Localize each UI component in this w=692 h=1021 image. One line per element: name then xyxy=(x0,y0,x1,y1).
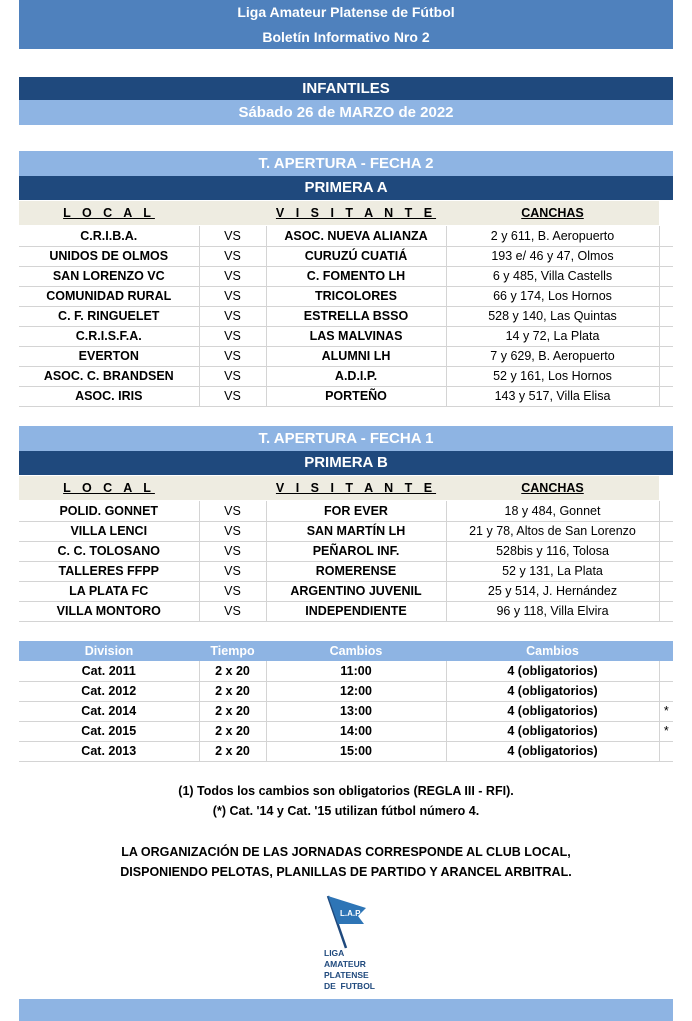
table-row xyxy=(19,721,673,741)
logo-caption xyxy=(324,948,375,992)
logo-line-1: LIGA xyxy=(324,948,345,958)
col-visitante-a: V I S I T A N T E xyxy=(275,206,437,220)
venue: 2 y 611, B. Aeropuerto xyxy=(446,226,659,246)
matches-table-a xyxy=(19,226,673,407)
visiting-team: LAS MALVINAS xyxy=(266,326,446,346)
row-spacer xyxy=(659,561,673,581)
venue: 96 y 118, Villa Elvira xyxy=(446,601,659,621)
note-cambios: (1) Todos los cambios son obligatorios (REGLA III - RFI). xyxy=(178,784,514,798)
table-row xyxy=(19,366,673,386)
category-hour: 12:00 xyxy=(266,681,446,701)
category-time: 2 x 20 xyxy=(199,681,266,701)
vs-label: VS xyxy=(199,541,266,561)
row-spacer xyxy=(659,326,673,346)
division-title-a: PRIMERA A xyxy=(304,179,388,196)
vs-label: VS xyxy=(199,346,266,366)
column-header-b xyxy=(19,476,659,500)
vs-label: VS xyxy=(199,601,266,621)
cat-col-cambios: Cambios xyxy=(526,644,579,658)
venue: 66 y 174, Los Hornos xyxy=(446,286,659,306)
category-substitutions: 4 (obligatorios) xyxy=(446,661,659,681)
venue: 21 y 78, Altos de San Lorenzo xyxy=(446,521,659,541)
local-team: UNIDOS DE OLMOS xyxy=(19,246,199,266)
col-visitante-b: V I S I T A N T E xyxy=(275,481,437,495)
category-name: INFANTILES xyxy=(302,80,390,97)
league-title: Liga Amateur Platense de Fútbol xyxy=(237,4,455,20)
table-row xyxy=(19,266,673,286)
table-row xyxy=(19,286,673,306)
venue: 14 y 72, La Plata xyxy=(446,326,659,346)
match-date: Sábado 26 de MARZO de 2022 xyxy=(238,104,454,121)
row-spacer xyxy=(659,601,673,621)
venue: 25 y 514, J. Hernández xyxy=(446,581,659,601)
note-pelota: (*) Cat. '14 y Cat. '15 utilizan fútbol número 4. xyxy=(212,804,480,818)
venue: 6 y 485, Villa Castells xyxy=(446,266,659,286)
categories-header xyxy=(19,641,673,661)
venue: 18 y 484, Gonnet xyxy=(446,501,659,521)
logo-line-4: DE FUTBOL xyxy=(324,981,375,991)
table-row xyxy=(19,501,673,521)
venue: 528 y 140, Las Quintas xyxy=(446,306,659,326)
vs-label: VS xyxy=(199,226,266,246)
bulletin-subtitle: Boletín Informativo Nro 2 xyxy=(262,29,430,45)
vs-label: VS xyxy=(199,326,266,346)
category-division: Cat. 2011 xyxy=(19,661,199,681)
category-mark: * xyxy=(659,721,673,741)
visiting-team: ASOC. NUEVA ALIANZA xyxy=(266,226,446,246)
table-row xyxy=(19,601,673,621)
category-substitutions: 4 (obligatorios) xyxy=(446,721,659,741)
category-hour: 11:00 xyxy=(266,661,446,681)
visiting-team: TRICOLORES xyxy=(266,286,446,306)
title-band xyxy=(19,0,673,25)
table-row xyxy=(19,521,673,541)
table-row xyxy=(19,306,673,326)
row-spacer xyxy=(659,521,673,541)
local-team: ASOC. C. BRANDSEN xyxy=(19,366,199,386)
table-row xyxy=(19,701,673,721)
row-spacer xyxy=(659,386,673,406)
visiting-team: CURUZÚ CUATIÁ xyxy=(266,246,446,266)
category-substitutions: 4 (obligatorios) xyxy=(446,701,659,721)
tournament-title-b: T. APERTURA - FECHA 1 xyxy=(258,430,434,447)
category-division: Cat. 2013 xyxy=(19,741,199,761)
table-row xyxy=(19,386,673,406)
col-local-b: L O C A L xyxy=(63,481,155,495)
category-substitutions: 4 (obligatorios) xyxy=(446,741,659,761)
tournament-band-a xyxy=(19,151,673,176)
local-team: VILLA MONTORO xyxy=(19,601,199,621)
cat-col-division: Division xyxy=(84,644,134,658)
visiting-team: ALUMNI LH xyxy=(266,346,446,366)
visiting-team: ROMERENSE xyxy=(266,561,446,581)
visiting-team: PORTEÑO xyxy=(266,386,446,406)
table-row xyxy=(19,561,673,581)
vs-label: VS xyxy=(199,266,266,286)
visiting-team: INDEPENDIENTE xyxy=(266,601,446,621)
local-team: C. C. TOLOSANO xyxy=(19,541,199,561)
row-spacer xyxy=(659,366,673,386)
cat-col-hora: Cambios xyxy=(329,644,383,658)
venue: 143 y 517, Villa Elisa xyxy=(446,386,659,406)
division-band-a xyxy=(19,176,673,200)
vs-label: VS xyxy=(199,521,266,541)
row-spacer xyxy=(659,501,673,521)
table-row xyxy=(19,681,673,701)
table-row xyxy=(19,246,673,266)
category-mark: * xyxy=(659,701,673,721)
local-team: POLID. GONNET xyxy=(19,501,199,521)
category-hour: 14:00 xyxy=(266,721,446,741)
vs-label: VS xyxy=(199,306,266,326)
row-spacer xyxy=(659,266,673,286)
row-spacer xyxy=(659,306,673,326)
table-row xyxy=(19,541,673,561)
vs-label: VS xyxy=(199,386,266,406)
categories-body xyxy=(19,661,673,761)
category-time: 2 x 20 xyxy=(199,701,266,721)
col-canchas-a: CANCHAS xyxy=(521,206,584,220)
venue: 52 y 131, La Plata xyxy=(446,561,659,581)
visiting-team: FOR EVER xyxy=(266,501,446,521)
tournament-title-a: T. APERTURA - FECHA 2 xyxy=(258,155,434,172)
category-mark xyxy=(659,681,673,701)
local-team: COMUNIDAD RURAL xyxy=(19,286,199,306)
table-row xyxy=(19,346,673,366)
venue: 52 y 161, Los Hornos xyxy=(446,366,659,386)
visiting-team: ESTRELLA BSSO xyxy=(266,306,446,326)
col-canchas-b: CANCHAS xyxy=(521,481,584,495)
col-local-a: L O C A L xyxy=(63,206,155,220)
visiting-team: PEÑAROL INF. xyxy=(266,541,446,561)
cat-col-tiempo: Tiempo xyxy=(210,644,255,658)
local-team: LA PLATA FC xyxy=(19,581,199,601)
vs-label: VS xyxy=(199,581,266,601)
category-band xyxy=(19,77,673,100)
visiting-team: ARGENTINO JUVENIL xyxy=(266,581,446,601)
table-row xyxy=(19,581,673,601)
category-mark xyxy=(659,661,673,681)
table-row xyxy=(19,226,673,246)
category-division: Cat. 2012 xyxy=(19,681,199,701)
vs-label: VS xyxy=(199,246,266,266)
category-mark xyxy=(659,741,673,761)
venue: 7 y 629, B. Aeropuerto xyxy=(446,346,659,366)
local-team: SAN LORENZO VC xyxy=(19,266,199,286)
tournament-band-b xyxy=(19,426,673,451)
table-row xyxy=(19,326,673,346)
division-title-b: PRIMERA B xyxy=(304,454,388,471)
local-team: ASOC. IRIS xyxy=(19,386,199,406)
column-header-a xyxy=(19,201,659,225)
division-band-b xyxy=(19,451,673,475)
logo-line-3: PLATENSE xyxy=(324,970,369,980)
row-spacer xyxy=(659,226,673,246)
row-spacer xyxy=(659,286,673,306)
subtitle-band xyxy=(19,25,673,49)
visiting-team: C. FOMENTO LH xyxy=(266,266,446,286)
date-band xyxy=(19,100,673,125)
category-hour: 13:00 xyxy=(266,701,446,721)
organization-line-2: DISPONIENDO PELOTAS, PLANILLAS DE PARTIDO Y ARANCEL ARBITRAL. xyxy=(120,865,572,879)
organization-line-1: LA ORGANIZACIÓN DE LAS JORNADAS CORRESPONDE AL CLUB LOCAL, xyxy=(121,845,571,859)
matches-body-a xyxy=(19,226,673,406)
category-hour: 15:00 xyxy=(266,741,446,761)
local-team: TALLERES FFPP xyxy=(19,561,199,581)
vs-label: VS xyxy=(199,286,266,306)
vs-label: VS xyxy=(199,501,266,521)
matches-table-b xyxy=(19,501,673,622)
matches-body-b xyxy=(19,501,673,621)
logo-line-2: AMATEUR xyxy=(324,959,366,969)
visiting-team: SAN MARTÍN LH xyxy=(266,521,446,541)
category-time: 2 x 20 xyxy=(199,661,266,681)
row-spacer xyxy=(659,581,673,601)
vs-label: VS xyxy=(199,366,266,386)
local-team: C.R.I.B.A. xyxy=(19,226,199,246)
table-row xyxy=(19,661,673,681)
category-division: Cat. 2015 xyxy=(19,721,199,741)
visiting-team: A.D.I.P. xyxy=(266,366,446,386)
row-spacer xyxy=(659,246,673,266)
local-team: EVERTON xyxy=(19,346,199,366)
footer-band xyxy=(19,999,673,1021)
local-team: C.R.I.S.F.A. xyxy=(19,326,199,346)
table-row xyxy=(19,741,673,761)
category-time: 2 x 20 xyxy=(199,721,266,741)
vs-label: VS xyxy=(199,561,266,581)
categories-table xyxy=(19,661,673,762)
venue: 528bis y 116, Tolosa xyxy=(446,541,659,561)
row-spacer xyxy=(659,346,673,366)
row-spacer xyxy=(659,541,673,561)
venue: 193 e/ 46 y 47, Olmos xyxy=(446,246,659,266)
local-team: VILLA LENCI xyxy=(19,521,199,541)
local-team: C. F. RINGUELET xyxy=(19,306,199,326)
category-substitutions: 4 (obligatorios) xyxy=(446,681,659,701)
category-division: Cat. 2014 xyxy=(19,701,199,721)
logo-flag-text: L.A.P. xyxy=(340,909,362,918)
category-time: 2 x 20 xyxy=(199,741,266,761)
